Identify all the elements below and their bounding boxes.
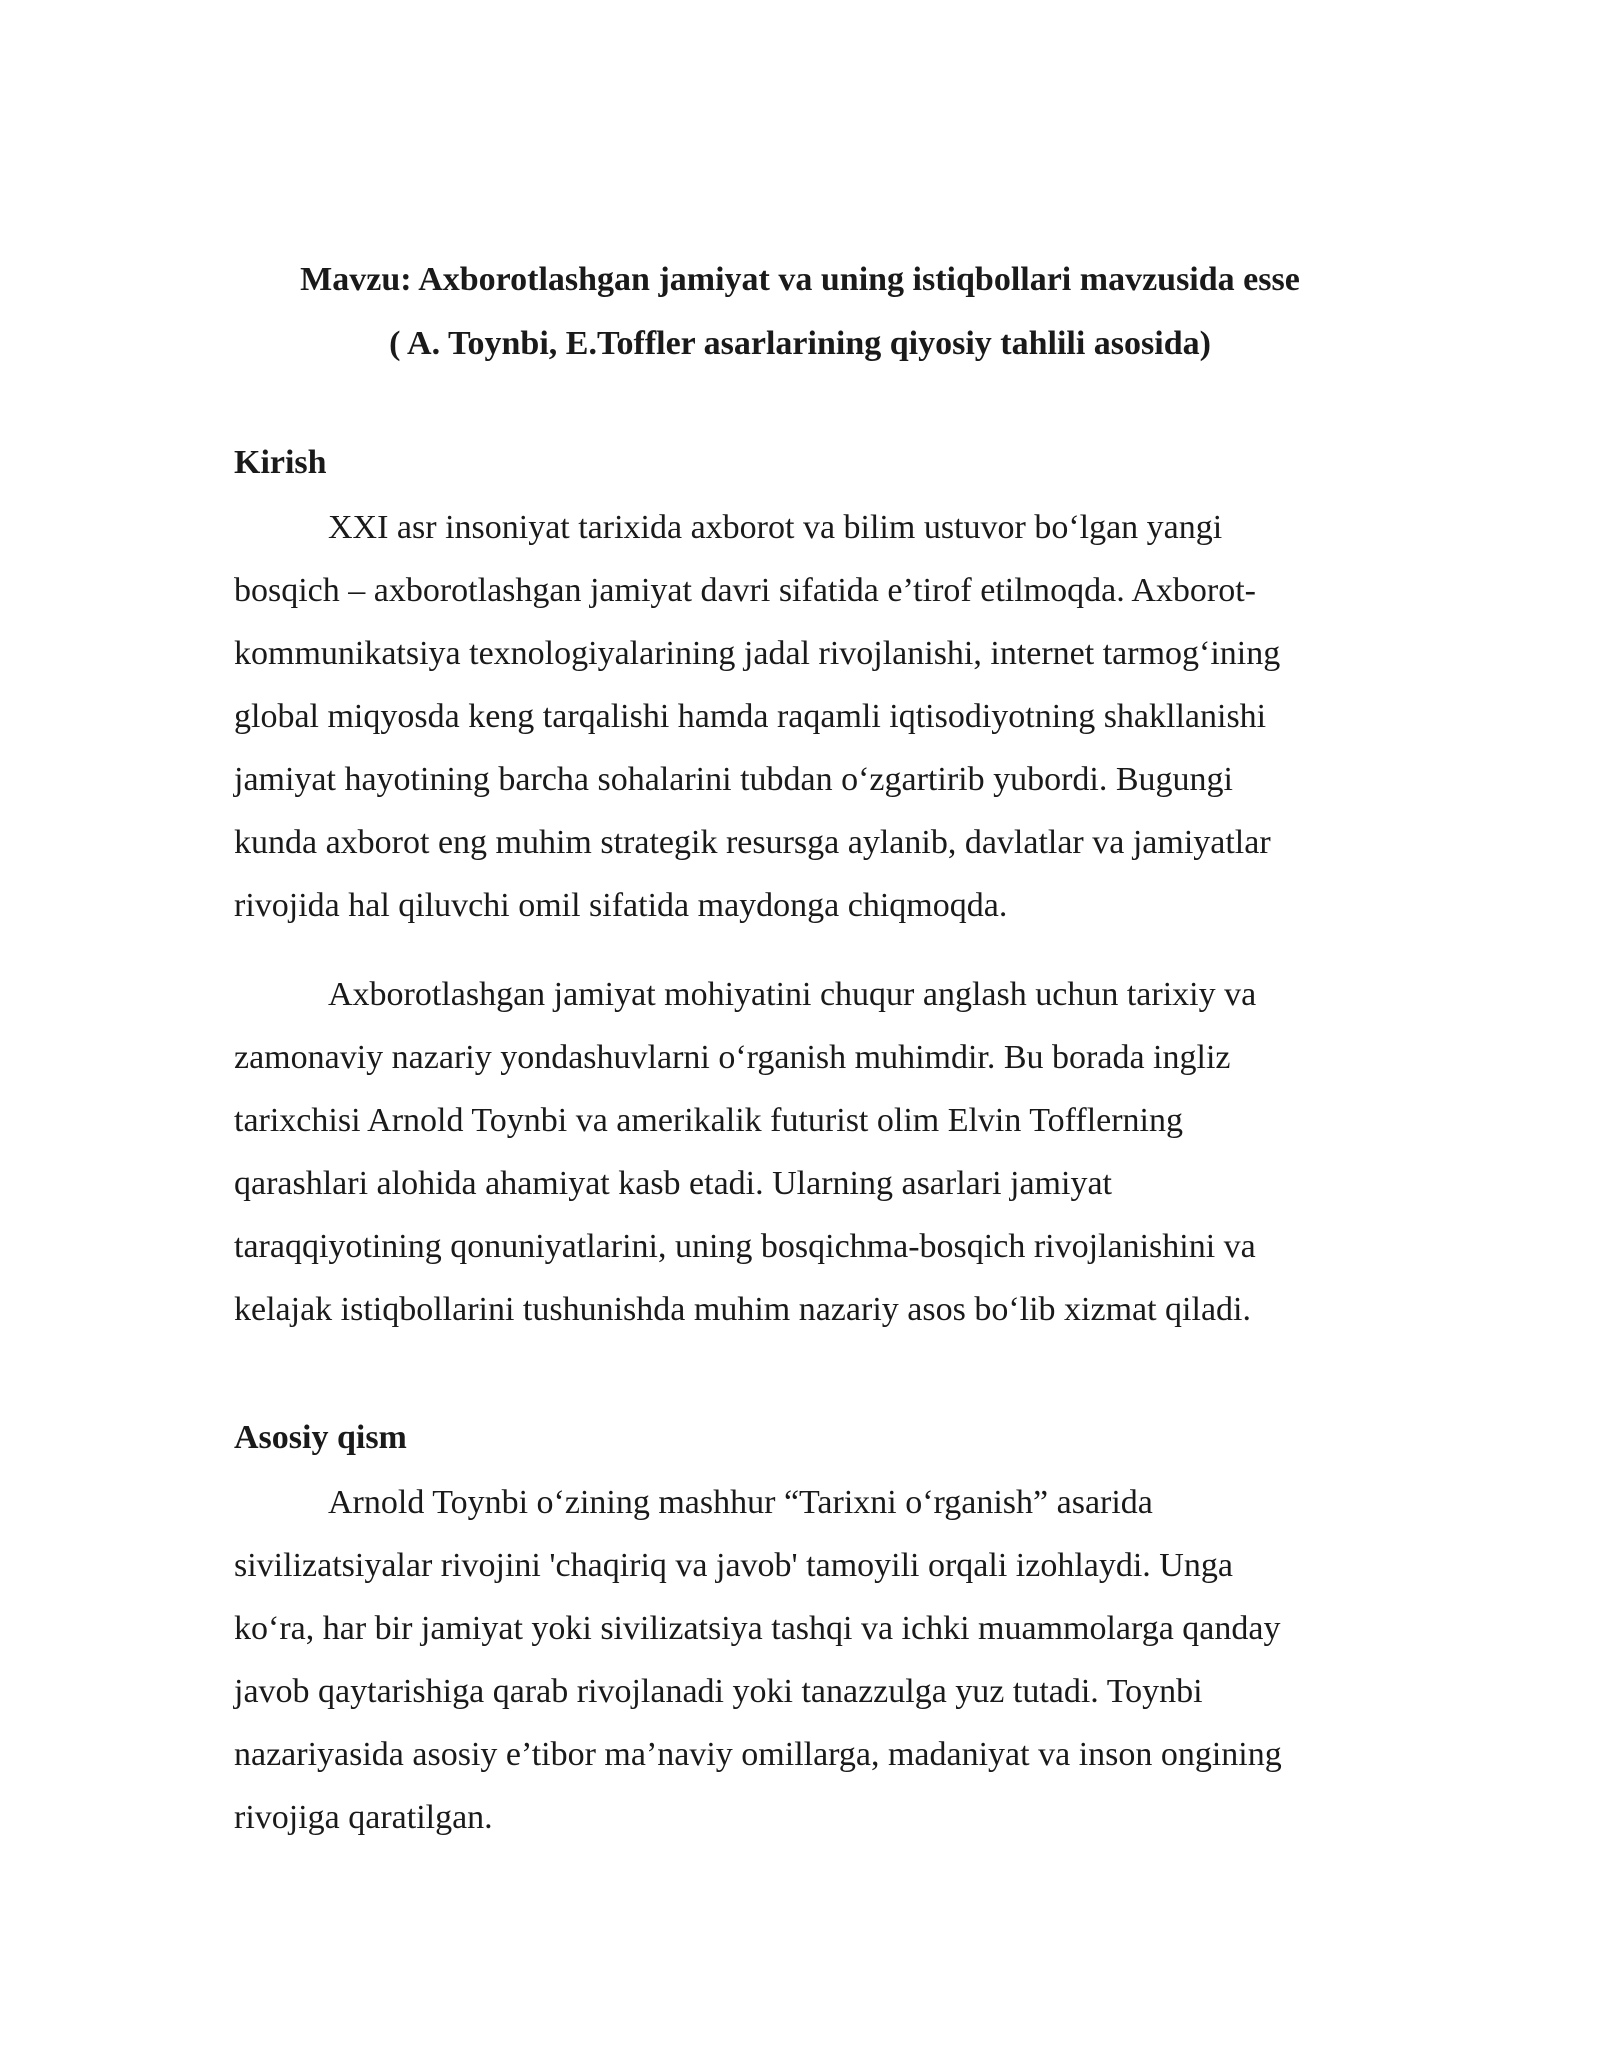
paragraph-line: kommunikatsiya texnologiyalarining jadal rivojlanishi, internet tarmog‘ining (234, 635, 1281, 672)
paragraph-line: Arnold Toynbi o‘zining mashhur “Tarixni o‘rganish” asarida (328, 1484, 1153, 1521)
paragraph-line: rivojiga qaratilgan. (234, 1799, 493, 1836)
paragraph-line: XXI asr insoniyat tarixida axborot va bilim ustuvor bo‘lgan yangi (328, 509, 1223, 546)
paragraph-line: javob qaytarishiga qarab rivojlanadi yoki tanazzulga yuz tutadi. Toynbi (234, 1673, 1203, 1710)
paragraph-line: ko‘ra, har bir jamiyat yoki sivilizatsiya tashqi va ichki muammolarga qanday (234, 1610, 1281, 1647)
document-title (0, 248, 1600, 376)
paragraph-intro-1 (234, 496, 1374, 937)
paragraph-line: rivojida hal qiluvchi omil sifatida maydonga chiqmoqda. (234, 887, 1008, 924)
paragraph-line: sivilizatsiyalar rivojini 'chaqiriq va javob' tamoyili orqali izohlaydi. Unga (234, 1547, 1233, 1584)
paragraph-intro-2 (234, 963, 1374, 1341)
subtitle-line: ( A. Toynbi, E.Toffler asarlarining qiyosiy tahlili asosida) (389, 325, 1211, 362)
paragraph-line: taraqqiyotining qonuniyatlarini, uning bosqichma-bosqich rivojlanishini va (234, 1228, 1256, 1265)
paragraph-line: jamiyat hayotining barcha sohalarini tubdan o‘zgartirib yubordi. Bugungi (234, 761, 1233, 798)
paragraph-line: bosqich – axborotlashgan jamiyat davri sifatida e’tirof etilmoqda. Axborot- (234, 572, 1256, 609)
paragraph-line: Axborotlashgan jamiyat mohiyatini chuqur anglash uchun tarixiy va (328, 976, 1257, 1013)
paragraph-line: kelajak istiqbollarini tushunishda muhim nazariy asos bo‘lib xizmat qiladi. (234, 1291, 1251, 1328)
paragraph-line: tarixchisi Arnold Toynbi va amerikalik futurist olim Elvin Tofflerning (234, 1102, 1183, 1139)
section-heading-asosiy-qism: Asosiy qism (234, 1419, 407, 1456)
paragraph-line: zamonaviy nazariy yondashuvlarni o‘rganish muhimdir. Bu borada ingliz (234, 1039, 1231, 1076)
paragraph-line: global miqyosda keng tarqalishi hamda raqamli iqtisodiyotning shakllanishi (234, 698, 1267, 735)
section-heading-kirish: Kirish (234, 444, 327, 481)
title-line: Mavzu: Axborotlashgan jamiyat va uning istiqbollari mavzusida esse (300, 261, 1300, 298)
paragraph-line: nazariyasida asosiy e’tibor ma’naviy omillarga, madaniyat va inson ongining (234, 1736, 1282, 1773)
paragraph-line: kunda axborot eng muhim strategik resursga aylanib, davlatlar va jamiyatlar (234, 824, 1271, 861)
paragraph-main-1 (234, 1471, 1374, 1849)
paragraph-line: qarashlari alohida ahamiyat kasb etadi. Ularning asarlari jamiyat (234, 1165, 1112, 1202)
